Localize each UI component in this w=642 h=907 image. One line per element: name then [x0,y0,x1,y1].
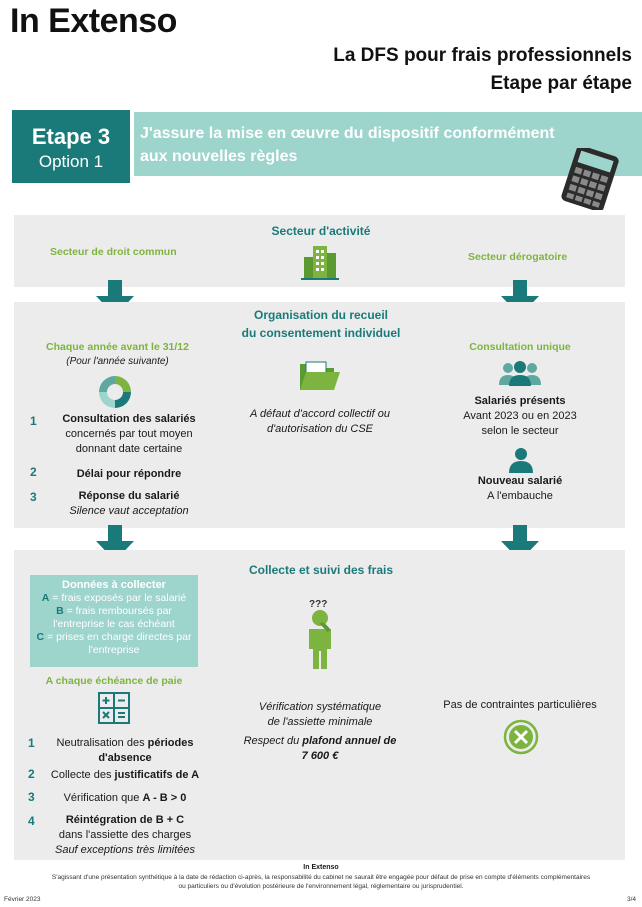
thinking-person-icon [303,609,337,671]
footer-disclaimer [4,873,638,891]
plafond-line1 [220,734,420,749]
footer-date: Février 2023 [4,896,41,903]
collecte-step-4-italic: Sauf exceptions très limitées [54,844,195,856]
collecte-step-1-line1 [40,736,210,751]
brand-logo: In Extenso [10,2,177,40]
data-box-a [30,592,198,605]
data-box-c [30,631,198,644]
step-2-text: Délai pour répondre [76,468,182,480]
verification-line1: Vérification systématique [258,701,382,713]
right-heading: Consultation unique [469,341,571,353]
new-bold: Nouveau salarié [477,475,563,487]
data-to-collect-box [30,575,198,667]
step-number: 4 [28,814,35,828]
plafond-pre: Respect du [243,735,303,747]
organisation-title-line1: Organisation du recueil [253,308,389,322]
letter-a: A [41,592,50,604]
step-number: 2 [28,767,35,781]
etape-heading-line2: aux nouvelles règles [140,148,298,165]
collecte-title: Collecte et suivi des frais [248,563,394,577]
etape-heading-line1: J'assure la mise en œuvre du dispositif conformément [140,125,555,142]
question-marks: ??? [309,599,328,610]
collecte-step-4-bold: Réintégration de B + C [65,814,185,826]
step-number: 3 [30,490,37,504]
left-subheading: (Pour l'année suivante) [66,356,169,367]
collecte-step-1-bold: périodes [147,737,194,749]
step-1-text [44,412,214,457]
step-number: 1 [30,414,37,428]
calculator-icon [556,148,626,210]
letter-c: C [36,631,45,643]
present-line3: selon le secteur [481,425,559,437]
letter-b: B [56,605,64,617]
collecte-step-4 [40,813,210,858]
folder-icon [298,360,340,392]
single-user-icon [508,447,534,473]
collecte-step-3-pre: Vérification que [63,792,143,804]
plafond-note [220,734,420,764]
page-title [333,42,632,98]
collecte-step-2 [40,768,210,783]
new-employee [440,474,600,504]
collecte-step-4-line2: dans l'assiette des charges [58,829,192,841]
collecte-step-2-bold: justificatifs de A [114,769,200,781]
collecte-step-1-pre: Neutralisation des [56,737,148,749]
step-number: 1 [28,736,35,750]
title-line2: Etape par étape [490,73,632,94]
data-box-b [30,605,198,618]
text-c-1: = prises en charge directes par [44,631,192,643]
present-employees [440,394,600,439]
text-b-2: l'entreprise le cas échéant [53,618,175,630]
collecte-step-1 [40,736,210,766]
x-circle-icon [503,719,539,755]
plafond-bold: plafond annuel de [302,735,397,747]
step-1-bold: Consultation des salariés [62,413,196,425]
middle-note [220,407,420,437]
plafond-line2: 7 600 € [301,750,339,762]
etape-heading [140,122,620,168]
text-a: = frais exposés par le salarié [49,592,187,604]
step-number: 2 [30,465,37,479]
group-users-icon [498,359,542,387]
page-number: 3/4 [626,896,636,903]
step-3-bold: Réponse du salarié [78,490,180,502]
calculator-grid-icon [98,692,130,724]
left-heading: Chaque année avant le 31/12 [46,341,189,353]
new-line2: A l'embauche [487,490,553,502]
echeance-heading: A chaque échéance de paie [45,675,183,687]
building-icon [300,243,340,281]
present-line2: Avant 2023 ou en 2023 [463,410,577,422]
collecte-step-2-pre: Collecte des [50,769,115,781]
secteur-left: Secteur de droit commun [50,246,177,258]
footer-note-line1: S'agissant d'une présentation synthétique à la date de rédaction ci-après, la responsabilité du cabinet ne saurait être engagée pour défaut de prise en compte d'éléments complémentaires [51,874,591,881]
etape-option: Option 1 [38,152,104,171]
step-1-line3: donnant date certaine [75,443,183,455]
pie-cycle-icon [97,374,133,410]
step-number: 3 [28,790,35,804]
step-1-line2: concernés par tout moyen [65,428,193,440]
step-3-italic: Silence vaut acceptation [69,505,189,517]
data-box-heading: Données à collecter [62,579,166,591]
collecte-step-3-bold: A - B > 0 [142,792,187,804]
footer-note-line2: ou particuliers ou d'évolution postérieure de l'environnement légal, réglementaire ou jurisprudentiel. [178,883,464,890]
verification-line2: de l'assiette minimale [267,716,373,728]
etape-label: Etape 3 [31,124,111,149]
middle-note-line2: d'autorisation du CSE [266,423,374,435]
collecte-step-1-line2: d'absence [98,752,152,764]
step-3-text [44,489,214,519]
secteur-title: Secteur d'activité [271,224,371,238]
footer-brand: In Extenso [303,864,339,871]
verification-note [220,700,420,730]
text-b-1: = frais remboursés par [63,605,172,617]
collecte-step-3 [40,791,210,806]
text-c-2: l'entreprise [88,644,140,656]
secteur-right: Secteur dérogatoire [468,251,568,263]
organisation-title-line2: du consentement individuel [241,326,401,340]
present-bold: Salariés présents [474,395,566,407]
organisation-title [150,306,492,342]
middle-note-line1: A défaut d'accord collectif ou [250,408,390,420]
no-constraint-text: Pas de contraintes particulières [443,699,597,711]
etape-box [12,110,130,183]
title-line1: La DFS pour frais professionnels [333,45,632,66]
